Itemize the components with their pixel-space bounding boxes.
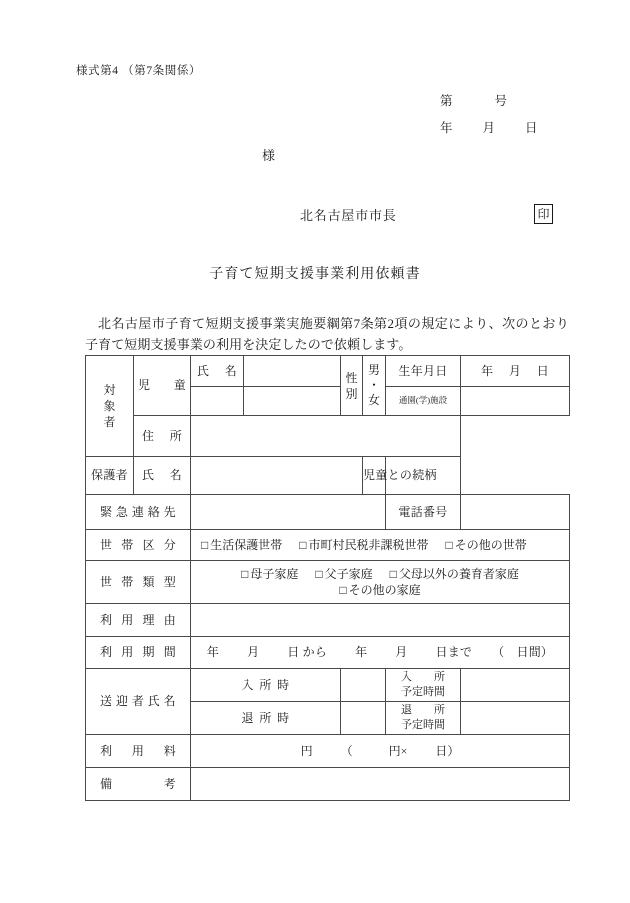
request-form-table [85, 355, 570, 801]
checkbox-icon: □ [389, 566, 397, 581]
period-year-label: 年 [206, 645, 220, 660]
fee-open-paren: （ [340, 743, 353, 758]
household-class-label-text: 世帯区分 [100, 537, 176, 552]
fee-unit-price-label: 円× [388, 743, 408, 758]
cell-emergency-input[interactable] [191, 495, 386, 530]
emergency-label-text: 緊急連絡先 [100, 504, 176, 519]
date-day-label: 日 [525, 121, 538, 135]
document-date-line [440, 118, 570, 136]
cell-gender-label [341, 356, 363, 416]
seal-stamp-icon: 印 [534, 204, 553, 224]
table-row-child-name [86, 356, 570, 387]
cell-gender-value[interactable] [363, 356, 386, 416]
table-row-reason [86, 604, 570, 637]
table-row-escort-checkin [86, 669, 570, 702]
table-row-household-type [86, 561, 570, 604]
cell-checkin-label [191, 669, 341, 702]
cell-phone-input[interactable] [461, 495, 570, 530]
period-day-from-label: 日 から [287, 645, 328, 660]
cell-child-name-label-spacer [191, 387, 244, 416]
fee-days-label: 日） [435, 743, 460, 758]
checkbox-label: 母子家庭 [250, 566, 299, 581]
checkbox-welfare-household[interactable] [201, 538, 282, 552]
cell-checkin-time-label [386, 669, 461, 702]
period-month-label: 月 [247, 645, 260, 660]
cell-fee-value[interactable] [191, 735, 570, 768]
cell-reason-label [86, 604, 191, 637]
document-number-line [440, 91, 570, 109]
checkbox-label: 生活保護世帯 [210, 537, 283, 552]
period-year2-label: 年 [355, 645, 368, 660]
checkbox-icon: □ [201, 537, 209, 552]
form-code: 様式第4 （第7条関係） [76, 65, 202, 77]
checkbox-icon: □ [299, 537, 307, 552]
checkbox-non-parent-guardian[interactable] [390, 567, 519, 581]
cell-period-value[interactable] [191, 637, 570, 669]
checkbox-other-household[interactable] [446, 538, 527, 552]
cell-fee-label [86, 735, 191, 768]
cell-relation-label: 児童との続柄 [363, 457, 386, 495]
fee-yen-label: 円 [300, 743, 313, 758]
fee-label-text: 利用料 [100, 743, 176, 758]
cell-period-label [86, 637, 191, 669]
reason-label-text: 利用理由 [100, 612, 176, 627]
table-row-address [86, 416, 570, 457]
document-number-label: 第 [440, 94, 453, 108]
cell-child-name-input[interactable] [244, 356, 341, 387]
gender-label-char-1: 性 [345, 370, 358, 385]
gender-label-char-2: 別 [345, 386, 358, 401]
cell-checkout-time-input[interactable] [461, 702, 570, 735]
household-type-label-text: 世帯類型 [100, 574, 176, 589]
cell-guardian-label: 保護者 [86, 457, 134, 495]
cell-child-name-input-spacer[interactable] [244, 387, 341, 416]
table-row-remarks [86, 768, 570, 801]
guardian-name-label-text: 氏 名 [142, 468, 182, 483]
subject-label-char-3: 者 [103, 415, 116, 430]
cell-child-name-label [191, 356, 244, 387]
cell-guardian-name-label [134, 457, 191, 495]
table-row-fee [86, 735, 570, 768]
period-day-to-label: 日まで [435, 645, 473, 660]
checkbox-icon: □ [339, 583, 347, 597]
checkin-time-label-line1: 入 所 [401, 671, 445, 684]
intro-paragraph: 北名古屋市子育て短期支援事業実施要綱第7条第2項の規定により、次のとおり子育て短期支援事業の利用を決定したので依頼します。 [85, 316, 569, 352]
subject-label-char-1: 対 [103, 382, 116, 397]
period-day-count-label: （ 日間） [492, 645, 554, 660]
date-year-label: 年 [440, 121, 453, 135]
checkbox-single-mother[interactable] [241, 567, 298, 581]
cell-checkin-name-input[interactable] [341, 669, 386, 702]
table-row-emergency [86, 495, 570, 530]
cell-subject-label [86, 356, 134, 457]
checkbox-single-father[interactable] [315, 567, 372, 581]
cell-school-label: 通園(学)施設 [386, 387, 461, 416]
cell-remarks-label [86, 768, 191, 801]
checkbox-icon: □ [241, 566, 249, 581]
cell-checkout-name-input[interactable] [341, 702, 386, 735]
gender-option-female: 女 [367, 393, 380, 407]
checkbox-tax-exempt-household[interactable] [299, 538, 428, 552]
child-name-label-text: 氏 名 [197, 363, 237, 378]
checkbox-label: その他の家庭 [348, 583, 421, 597]
checkbox-other-family[interactable] [339, 583, 420, 597]
cell-remarks-input[interactable] [191, 768, 570, 801]
gender-separator: ・ [367, 378, 380, 392]
addressee-suffix: 様 [262, 148, 276, 163]
cell-escort-label [86, 669, 191, 735]
checkbox-label: 市町村民税非課税世帯 [308, 537, 429, 552]
checkbox-label: その他の世帯 [454, 537, 527, 552]
cell-birthdate-label: 生年月日 [386, 356, 461, 387]
cell-guardian-name-input[interactable] [191, 457, 363, 495]
checkin-label-text: 入 所 時 [241, 677, 290, 692]
cell-household-type-label [86, 561, 191, 604]
cell-reason-input[interactable] [191, 604, 570, 637]
cell-household-class-label [86, 530, 191, 561]
cell-birthdate-value[interactable]: 年 月 日 [461, 356, 570, 387]
table-row-household-class [86, 530, 570, 561]
date-month-label: 月 [482, 121, 496, 135]
cell-emergency-label [86, 495, 191, 530]
table-row-guardian [86, 457, 570, 495]
checkin-time-label-line2: 予定時間 [401, 686, 445, 698]
cell-address-label [134, 416, 191, 457]
cell-checkout-label [191, 702, 341, 735]
address-label-text: 住 所 [142, 428, 182, 443]
checkbox-label: 父子家庭 [324, 566, 373, 581]
cell-child-label [134, 356, 191, 416]
issuer-name: 北名古屋市市長 [300, 208, 397, 223]
cell-checkout-time-label [386, 702, 461, 735]
checkout-time-label-line1: 退 所 [401, 704, 445, 717]
cell-household-type-options [191, 561, 570, 604]
checkbox-label: 父母以外の養育者家庭 [398, 566, 519, 581]
checkout-label-text: 退 所 時 [241, 710, 290, 725]
period-label-text: 利用期間 [100, 645, 176, 660]
cell-household-class-options [191, 530, 570, 561]
cell-address-input[interactable] [191, 416, 461, 457]
cell-school-input[interactable] [461, 387, 570, 416]
checkbox-icon: □ [445, 537, 453, 552]
child-label-text: 児 童 [138, 378, 186, 393]
checkout-time-label-line2: 予定時間 [401, 719, 445, 731]
table-row-period [86, 637, 570, 669]
remarks-label-text: 備考 [100, 776, 176, 791]
subject-label-char-2: 象 [103, 398, 116, 413]
gender-option-male: 男 [367, 363, 380, 377]
checkbox-icon: □ [315, 566, 323, 581]
escort-label-text: 送迎者氏名 [100, 694, 176, 709]
period-month2-label: 月 [395, 645, 408, 660]
cell-phone-label: 電話番号 [386, 495, 461, 530]
cell-checkin-time-input[interactable] [461, 669, 570, 702]
document-number-unit: 号 [494, 94, 508, 108]
page-title: 子育て短期支援事業利用依頼書 [209, 267, 421, 282]
